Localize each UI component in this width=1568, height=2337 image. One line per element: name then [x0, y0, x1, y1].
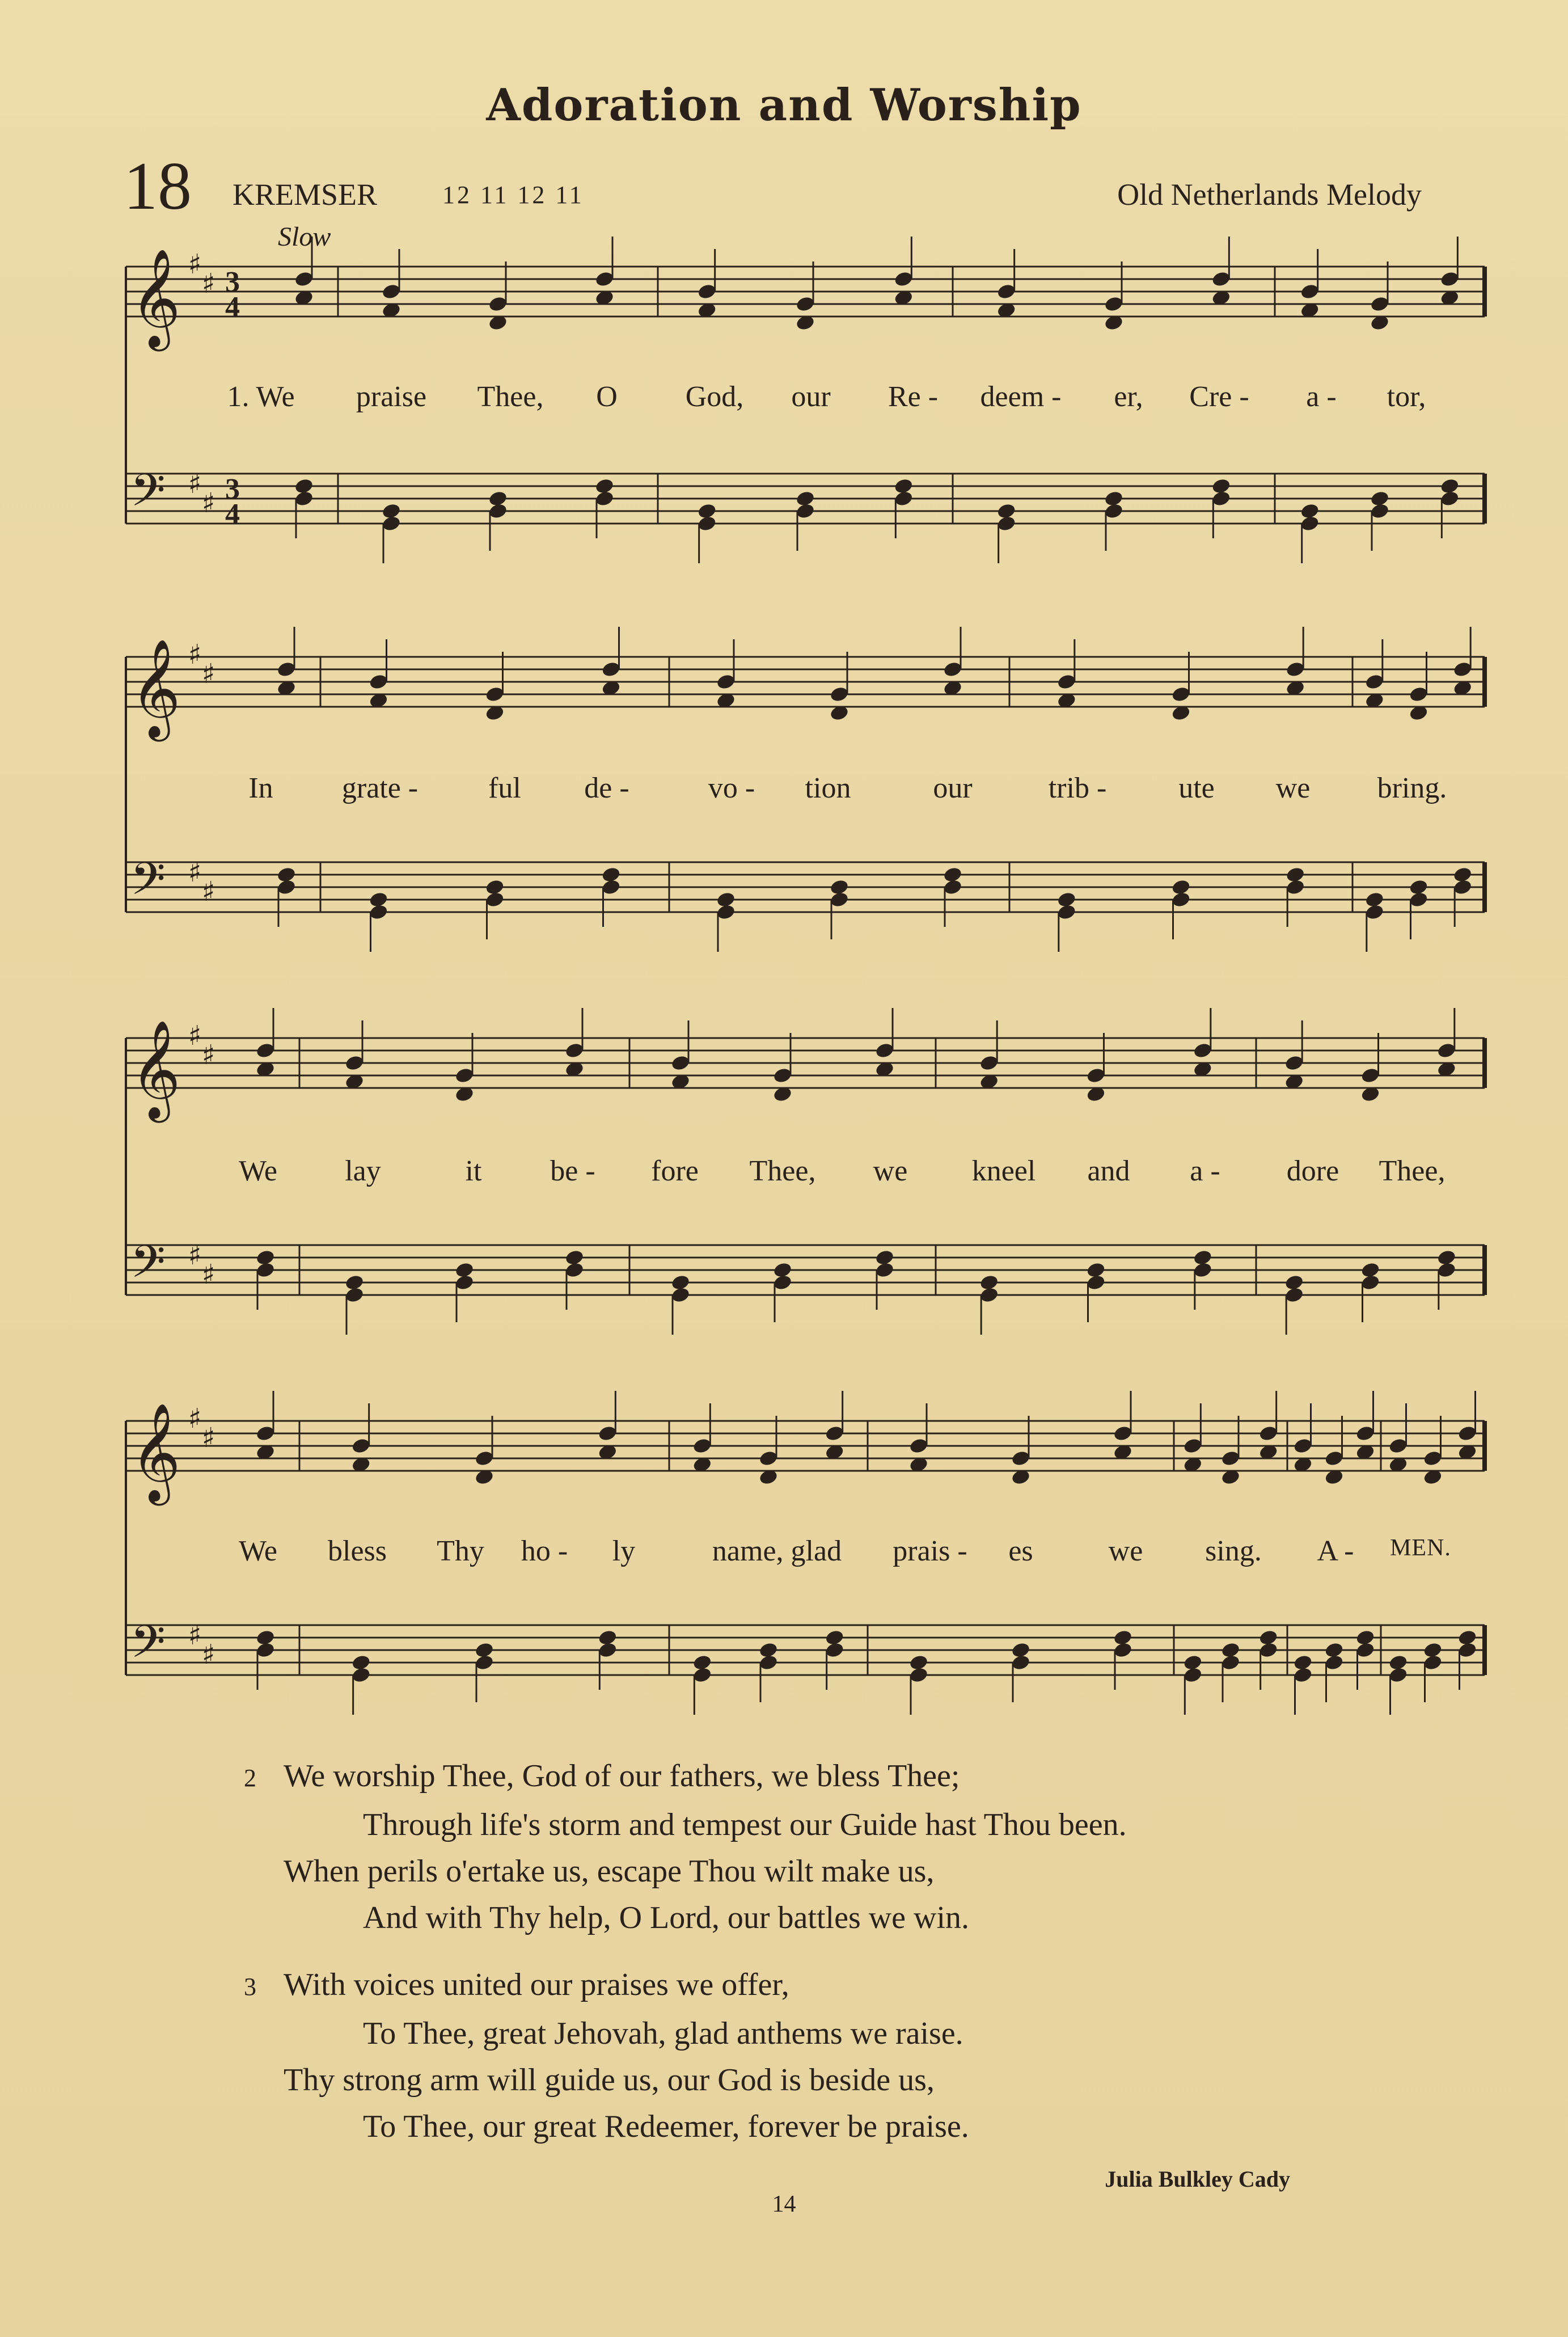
stanza-line: To Thee, our great Redeemer, forever be praise. [363, 2109, 969, 2144]
lyric-syllable: er, [1114, 381, 1143, 413]
lyric-syllable: O [596, 381, 618, 413]
page-number: 14 [772, 2191, 796, 2217]
stanza-2 [244, 1753, 1474, 1941]
lyric-syllable: and [1087, 1155, 1130, 1187]
lyric-syllable: Cre - [1189, 381, 1249, 413]
lyric-syllable: Thee, [1379, 1155, 1446, 1187]
lyric-syllable: a - [1306, 381, 1337, 413]
stanza-line: To Thee, great Jehovah, glad anthems we raise. [363, 2016, 963, 2051]
sharp-icon: ♯ [188, 1619, 202, 1651]
lyric-syllable: God, [685, 381, 744, 413]
lyric-syllable: kneel [971, 1155, 1036, 1187]
lyric-syllable: praise [356, 381, 427, 413]
treble-clef-icon: 𝄞 [130, 1020, 181, 1119]
bass-clef-icon: 𝄢 [130, 464, 166, 528]
lyric-syllable: 1. We [227, 381, 295, 413]
lyric-syllable: ho - [521, 1535, 568, 1567]
treble-clef-icon: 𝄞 [130, 639, 181, 737]
tempo-marking: Slow [278, 222, 331, 252]
lyric-syllable: trib - [1048, 772, 1107, 804]
lyric-line-3 [0, 1154, 1568, 1194]
treble-clef-icon: 𝄞 [130, 1403, 181, 1501]
time-signature: 3 [225, 473, 240, 505]
stanza-line: And with Thy help, O Lord, our battles we win. [363, 1900, 970, 1935]
sharp-icon: ♯ [202, 1259, 215, 1290]
lyric-syllable: sing. [1205, 1535, 1262, 1567]
lyric-syllable: Thee, [749, 1155, 816, 1187]
lyric-syllable: fore [651, 1155, 699, 1187]
lyric-syllable: de - [584, 772, 629, 804]
sharp-icon: ♯ [188, 857, 202, 888]
lyric-syllable: tion [805, 772, 851, 804]
section-title: Adoration and Worship [486, 79, 1082, 131]
lyric-syllable: it [465, 1155, 482, 1187]
lyric-syllable: Thy [437, 1535, 484, 1567]
tune-source: Old Netherlands Melody [1117, 178, 1422, 212]
stanza-line: We worship Thee, God of our fathers, we bless Thee; [284, 1758, 960, 1794]
lyric-syllable: MEN. [1390, 1535, 1451, 1561]
bass-clef-icon: 𝄢 [130, 853, 166, 916]
additional-stanzas [244, 1753, 1474, 2170]
lyric-syllable: ly [612, 1535, 636, 1567]
lyric-syllable: In [248, 772, 273, 804]
sharp-icon: ♯ [202, 1422, 215, 1454]
lyric-syllable: We [239, 1535, 277, 1567]
lyric-syllable: prais - [893, 1535, 967, 1567]
lyric-syllable: lay [345, 1155, 381, 1187]
sharp-icon: ♯ [188, 1020, 202, 1052]
stanza-line: Through life's storm and tempest our Guide hast Thou been. [363, 1807, 1127, 1842]
sharp-icon: ♯ [202, 658, 215, 690]
lyric-syllable: ful [488, 772, 521, 804]
sharp-icon: ♯ [202, 1639, 215, 1671]
sharp-icon: ♯ [202, 1039, 215, 1071]
sharp-icon: ♯ [188, 639, 202, 670]
time-signature: 4 [225, 291, 240, 323]
stanza-line: With voices united our praises we offer, [284, 1967, 789, 2002]
lyric-syllable: we [1275, 772, 1311, 804]
lyric-syllable: vo - [708, 772, 755, 804]
time-signature: 4 [225, 498, 240, 530]
sharp-icon: ♯ [202, 487, 215, 519]
time-signature: 3 [225, 266, 240, 298]
hymn-number: 18 [124, 148, 192, 223]
stanza-number: 3 [244, 1973, 256, 2001]
lyric-syllable: bless [328, 1535, 387, 1567]
stanza-line: Thy strong arm will guide us, our God is beside us, [284, 2062, 935, 2098]
stanza-3 [244, 1961, 1474, 2150]
lyric-line-1 [0, 380, 1568, 420]
lyric-syllable: we [873, 1155, 908, 1187]
lyric-syllable: grate - [341, 772, 419, 804]
lyric-line-2 [0, 771, 1568, 811]
sharp-icon: ♯ [202, 268, 215, 299]
lyric-syllable: be - [550, 1155, 595, 1187]
lyric-syllable: dore [1286, 1155, 1339, 1187]
lyric-syllable: we [1108, 1535, 1143, 1567]
lyric-syllable: our [933, 772, 973, 804]
lyric-syllable: A - [1317, 1535, 1354, 1567]
sharp-icon: ♯ [188, 1239, 202, 1271]
sharp-icon: ♯ [202, 876, 215, 908]
lyric-syllable: Re - [887, 381, 939, 413]
lyric-syllable: ute [1178, 772, 1215, 804]
author-credit: Julia Bulkley Cady [1105, 2166, 1290, 2192]
sharp-icon: ♯ [188, 1403, 202, 1435]
sharp-icon: ♯ [188, 248, 202, 280]
lyric-syllable: deem - [980, 381, 1062, 413]
treble-clef-icon: 𝄞 [130, 248, 181, 347]
stanza-line: When perils o'ertake us, escape Thou wilt make us, [284, 1854, 935, 1889]
stanza-number: 2 [244, 1764, 256, 1792]
tune-name: KREMSER [233, 178, 378, 212]
lyric-syllable: We [239, 1155, 277, 1187]
meter: 12 11 12 11 [442, 181, 584, 209]
bass-clef-icon: 𝄢 [130, 1235, 166, 1299]
lyric-syllable: our [791, 381, 831, 413]
lyric-syllable: bring. [1377, 772, 1447, 804]
lyric-syllable: a - [1190, 1155, 1220, 1187]
bass-clef-icon: 𝄢 [130, 1615, 166, 1679]
lyric-syllable: es [1008, 1535, 1033, 1567]
lyric-syllable: tor, [1387, 381, 1426, 413]
sharp-icon: ♯ [188, 468, 202, 500]
lyric-line-4 [0, 1534, 1568, 1574]
lyric-syllable: Thee, [477, 381, 544, 413]
lyric-syllable: name, glad [712, 1535, 842, 1567]
